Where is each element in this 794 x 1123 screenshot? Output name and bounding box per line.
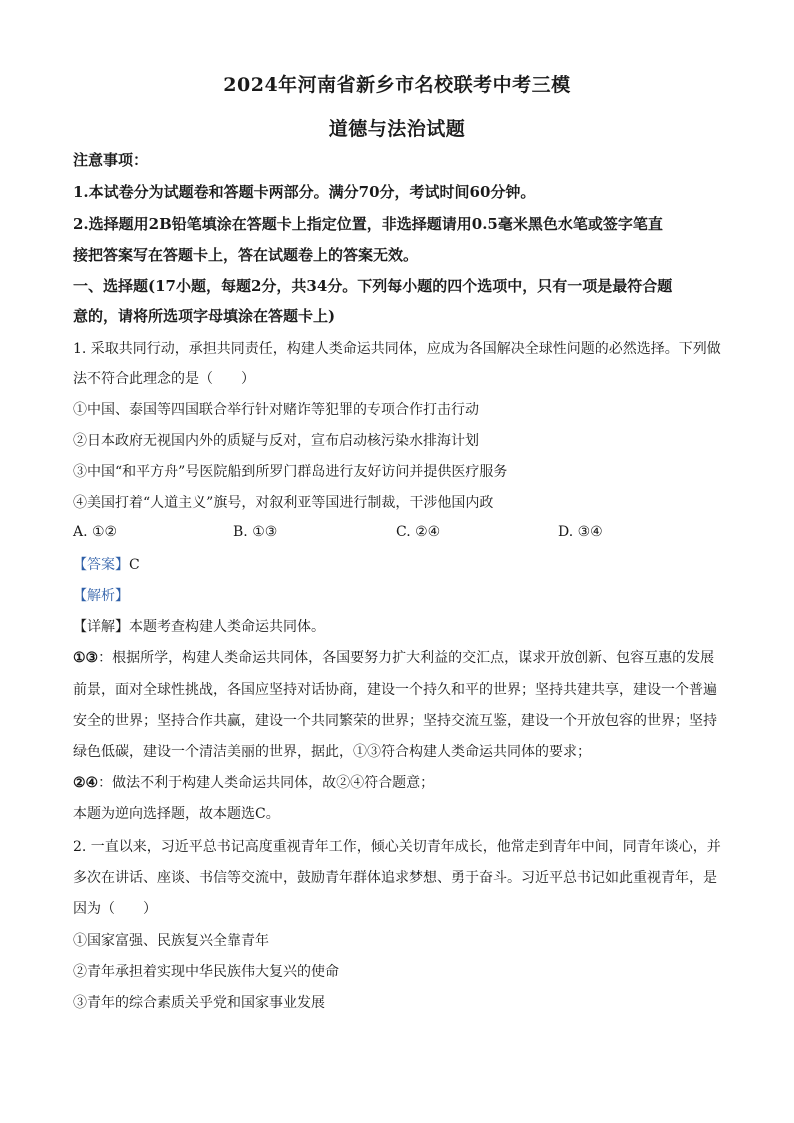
q1-stem-cont: 法不符合此理念的是（ ） <box>73 371 255 387</box>
q1-conclusion: 本题为逆向选择题，故本题选C。 <box>73 806 280 822</box>
q1-para1-line2: 前景，面对全球性挑战，各国应坚持对话协商，建设一个持久和平的世界；坚持共建共享，建设一个普遍 <box>73 682 717 698</box>
para2-lead: ②④ <box>73 775 99 791</box>
para1-text: ：根据所学，构建人类命运共同体，各国要努力扩大利益的交汇点，谋求开放创新、包容互惠的发展 <box>98 650 715 666</box>
q1-stem: 1. 采取共同行动，承担共同责任，构建人类命运共同体，应成为各国解决全球性问题的必然选择。下列做 <box>73 341 721 357</box>
q1-para1-line1 <box>73 648 714 668</box>
analysis-tag: 【解析】 <box>73 588 129 604</box>
section-heading: 一、选择题(17小题，每题2分，共34分。下列每小题的四个选项中，只有一项是最符合题 <box>73 277 673 295</box>
notice-item-1: 1.本试卷分为试题卷和答题卡两部分。满分70分，考试时间60分钟。 <box>73 183 536 201</box>
q1-option-b: B. ①③ <box>233 524 278 540</box>
q2-statement-1: ①国家富强、民族复兴全靠青年 <box>73 933 269 949</box>
q1-statement-1: ①中国、泰国等四国联合举行针对赌诈等犯罪的专项合作打击行动 <box>73 402 479 418</box>
answer-tag: 【答案】 <box>73 557 129 573</box>
exam-title: 2024年河南省新乡市名校联考中考三模 <box>223 74 571 96</box>
q1-detail <box>73 617 325 637</box>
q1-para1-line3: 安全的世界；坚持合作共赢，建设一个共同繁荣的世界；坚持交流互鉴，建设一个开放包容的世界；坚持 <box>73 713 717 729</box>
para2-text: ：做法不利于构建人类命运共同体，故②④符合题意； <box>98 775 435 791</box>
q2-stem-cont-1: 多次在讲话、座谈、书信等交流中，鼓励青年群体追求梦想、勇于奋斗。习近平总书记如此重视青年，是 <box>73 870 717 886</box>
notice-item-2: 2.选择题用2B铅笔填涂在答题卡上指定位置，非选择题请用0.5毫米黑色水笔或签字笔直 <box>73 215 663 233</box>
q1-option-c: C. ②④ <box>396 524 441 540</box>
q2-stem: 2. 一直以来，习近平总书记高度重视青年工作，倾心关切青年成长，他常走到青年中间，同青年谈心，并 <box>73 839 721 855</box>
section-heading-cont: 意的，请将所选项字母填涂在答题卡上) <box>73 307 336 325</box>
q1-statement-4: ④美国打着“人道主义”旗号，对叙利亚等国进行制裁，干涉他国内政 <box>73 495 494 511</box>
exam-subtitle: 道德与法治试题 <box>328 118 466 140</box>
q2-statement-2: ②青年承担着实现中华民族伟大复兴的使命 <box>73 964 339 980</box>
q1-statement-3: ③中国“和平方舟”号医院船到所罗门群岛进行友好访问并提供医疗服务 <box>73 464 508 480</box>
q1-option-a: A. ①② <box>73 524 118 540</box>
q1-para1-line4: 绿色低碳，建设一个清洁美丽的世界，据此，①③符合构建人类命运共同体的要求； <box>73 744 591 760</box>
notice-item-2-cont: 接把答案写在答题卡上，答在试题卷上的答案无效。 <box>73 246 419 264</box>
para1-lead: ①③ <box>73 650 99 666</box>
q1-option-d: D. ③④ <box>558 524 603 540</box>
notice-heading: 注意事项： <box>73 151 149 169</box>
q2-stem-cont-2: 因为（ ） <box>73 901 157 917</box>
answer-value: C <box>129 557 140 573</box>
q1-statement-2: ②日本政府无视国内外的质疑与反对，宣布启动核污染水排海计划 <box>73 433 479 449</box>
q1-answer <box>73 555 140 575</box>
q1-para2 <box>73 773 434 793</box>
detail-text: 本题考查构建人类命运共同体。 <box>129 619 325 635</box>
q2-statement-3: ③青年的综合素质关乎党和国家事业发展 <box>73 995 325 1011</box>
detail-tag: 【详解】 <box>73 619 129 635</box>
